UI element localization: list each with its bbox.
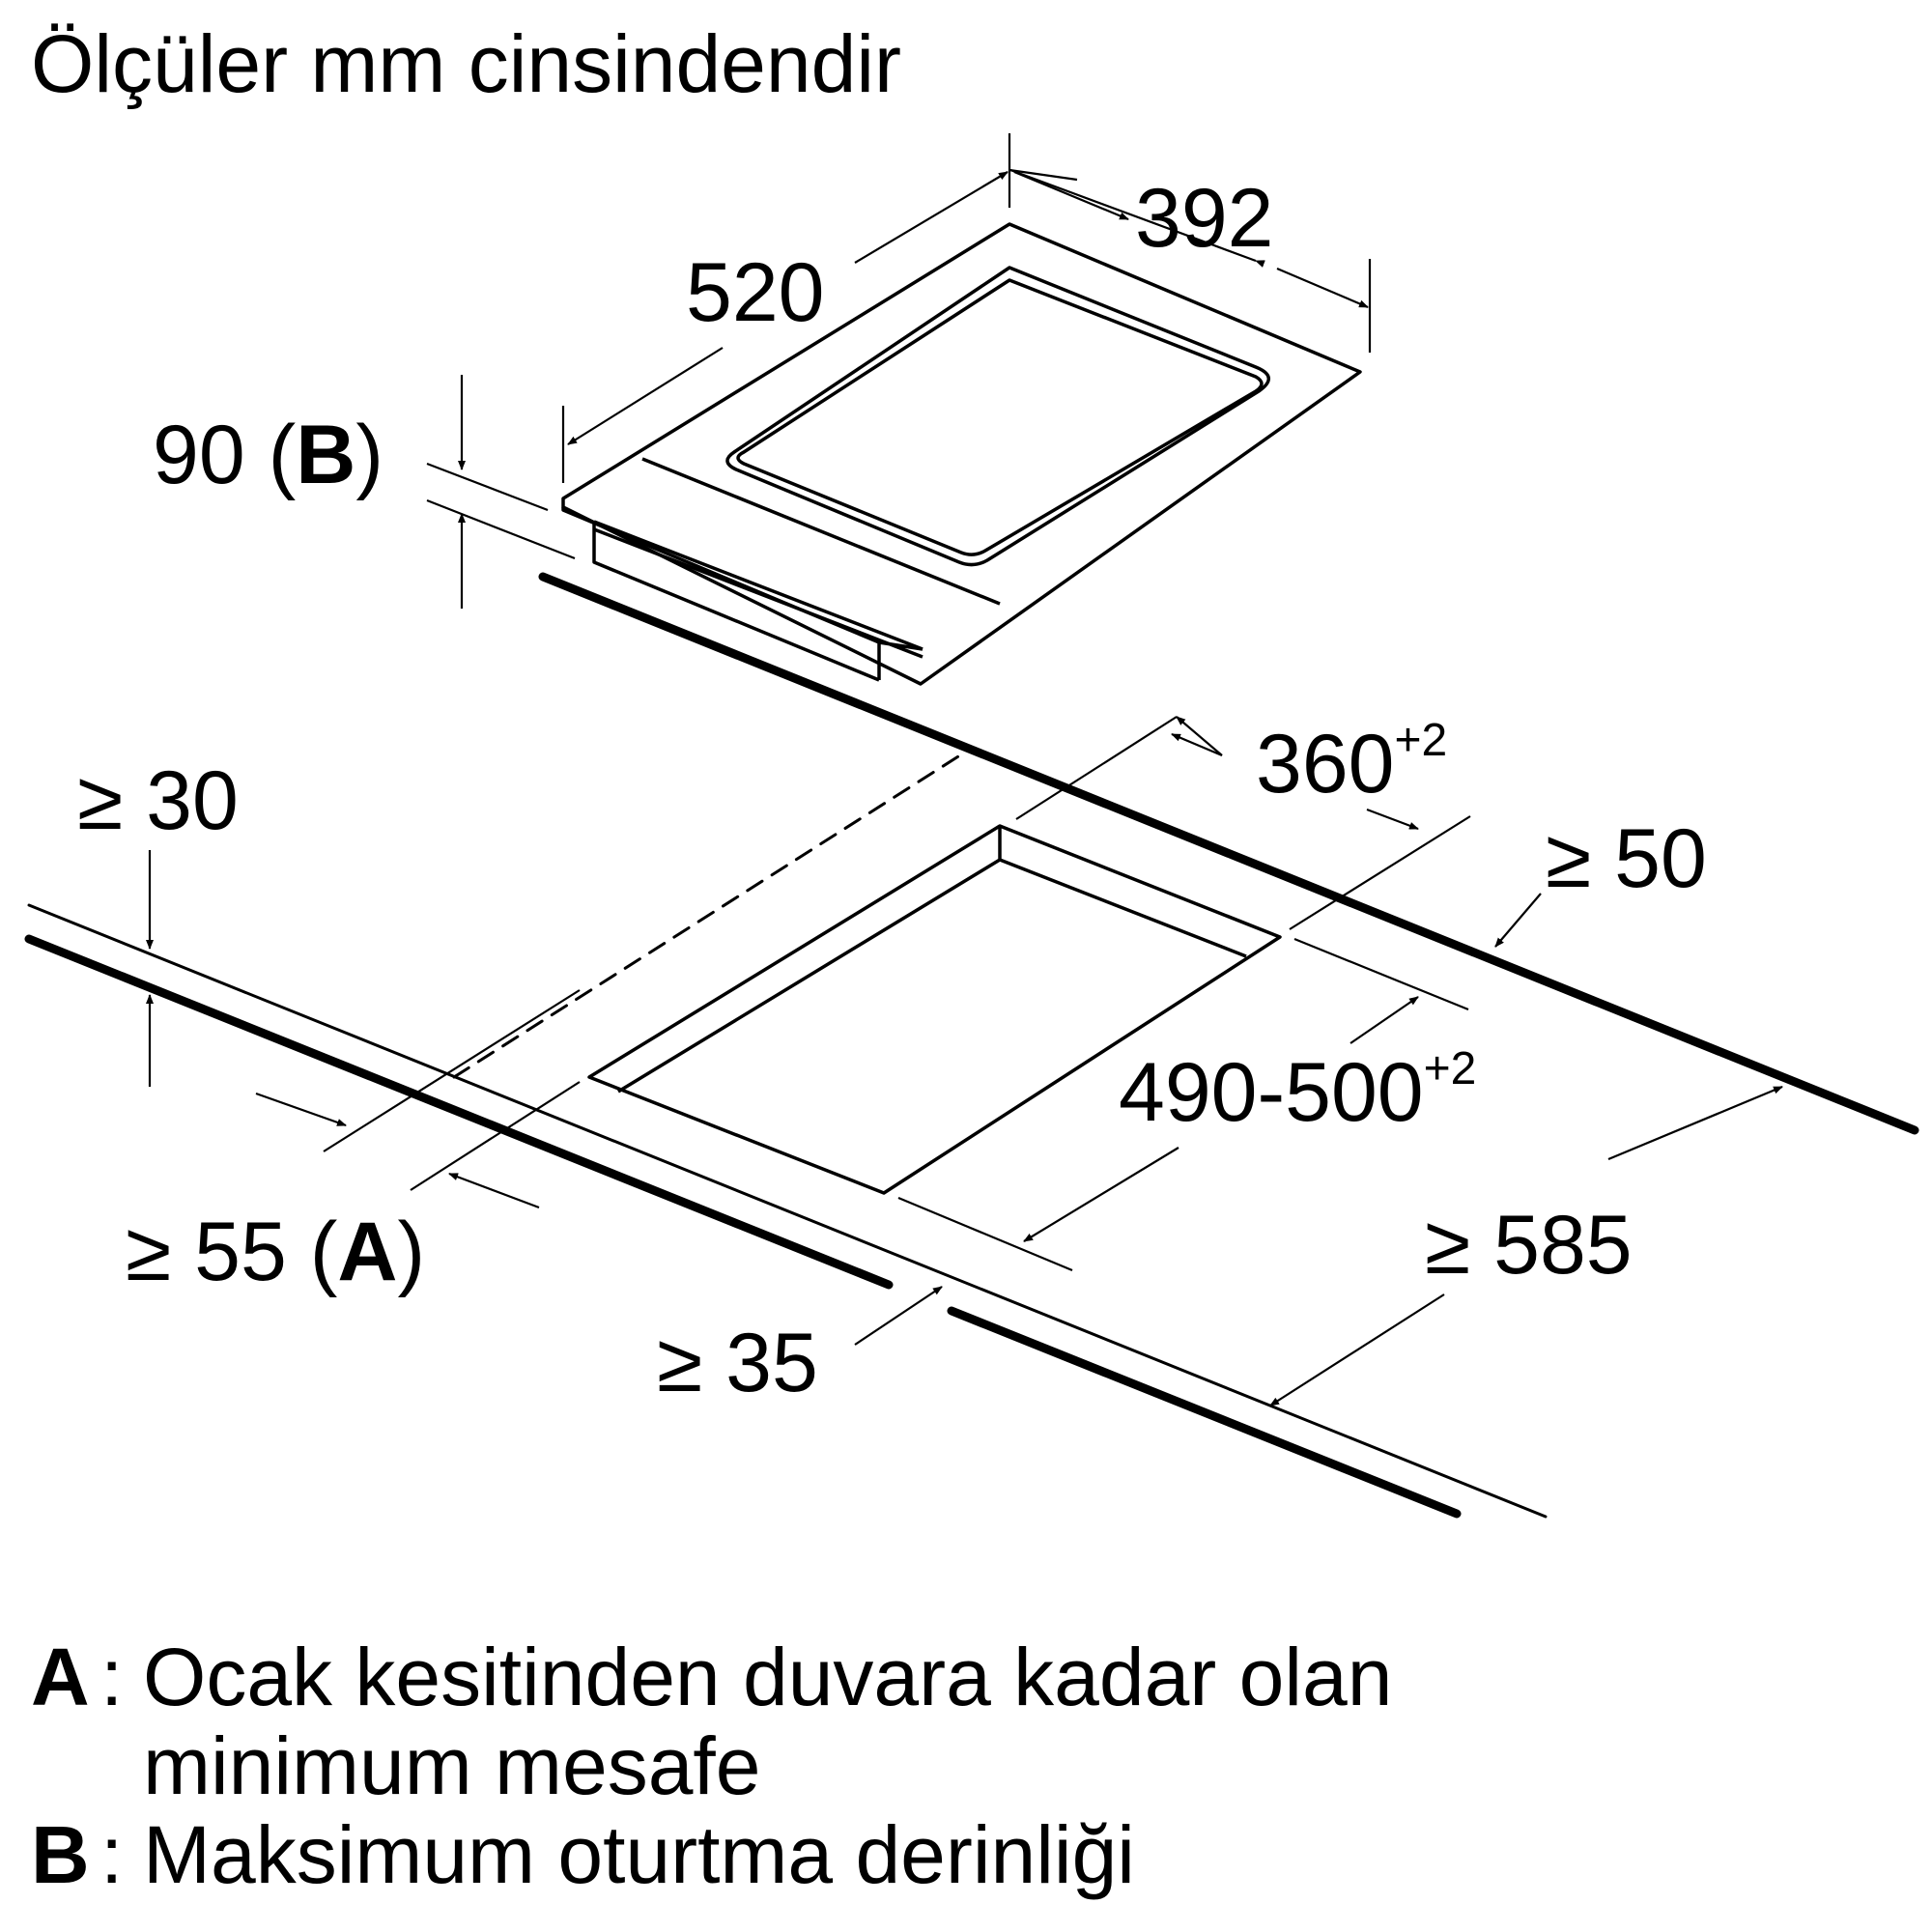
dim-55-a: ≥ 55 (A) (126, 1206, 426, 1298)
hob-side-face (563, 507, 879, 680)
legend-key-b: B (31, 1809, 90, 1900)
worktop-side-dashed (454, 752, 966, 1077)
legend-text-b: Maksimum oturtma derinliği (143, 1809, 1135, 1900)
dim-392: 392 (1135, 172, 1274, 265)
hob-body-lower (594, 529, 923, 657)
legend-item-a: A : Ocak kesitinden duvara kadar olan minimum mesafe (31, 1632, 1393, 1811)
dim-50: ≥ 50 (1546, 812, 1707, 905)
dim-360: $360^{+2}$ (1256, 715, 1448, 810)
worktop (29, 577, 1915, 1517)
dim-90-b: 90 (B) (153, 409, 384, 501)
dim-585: ≥ 585 (1425, 1199, 1633, 1292)
dim-35: ≥ 35 (657, 1317, 818, 1409)
legend-item-b: B : Maksimum oturtma derinliği (31, 1809, 1135, 1900)
legend (31, 1633, 1392, 1899)
dim-490-500: $490-500^{+2}$ (1119, 1043, 1477, 1139)
hob-appliance (563, 224, 1360, 684)
legend-key-a: A (31, 1632, 90, 1722)
hob-top-outline (563, 224, 1360, 684)
page-title: Ölçüler mm cinsindendir (31, 18, 901, 109)
hob-front-frame (642, 459, 1000, 604)
dim-30: ≥ 30 (77, 754, 239, 847)
dim-520: 520 (686, 246, 825, 339)
worktop-front-edge-right (952, 1311, 1457, 1514)
legend-text-a: Ocak kesitinden duvara kadar olan minimum mesafe (143, 1632, 1393, 1811)
